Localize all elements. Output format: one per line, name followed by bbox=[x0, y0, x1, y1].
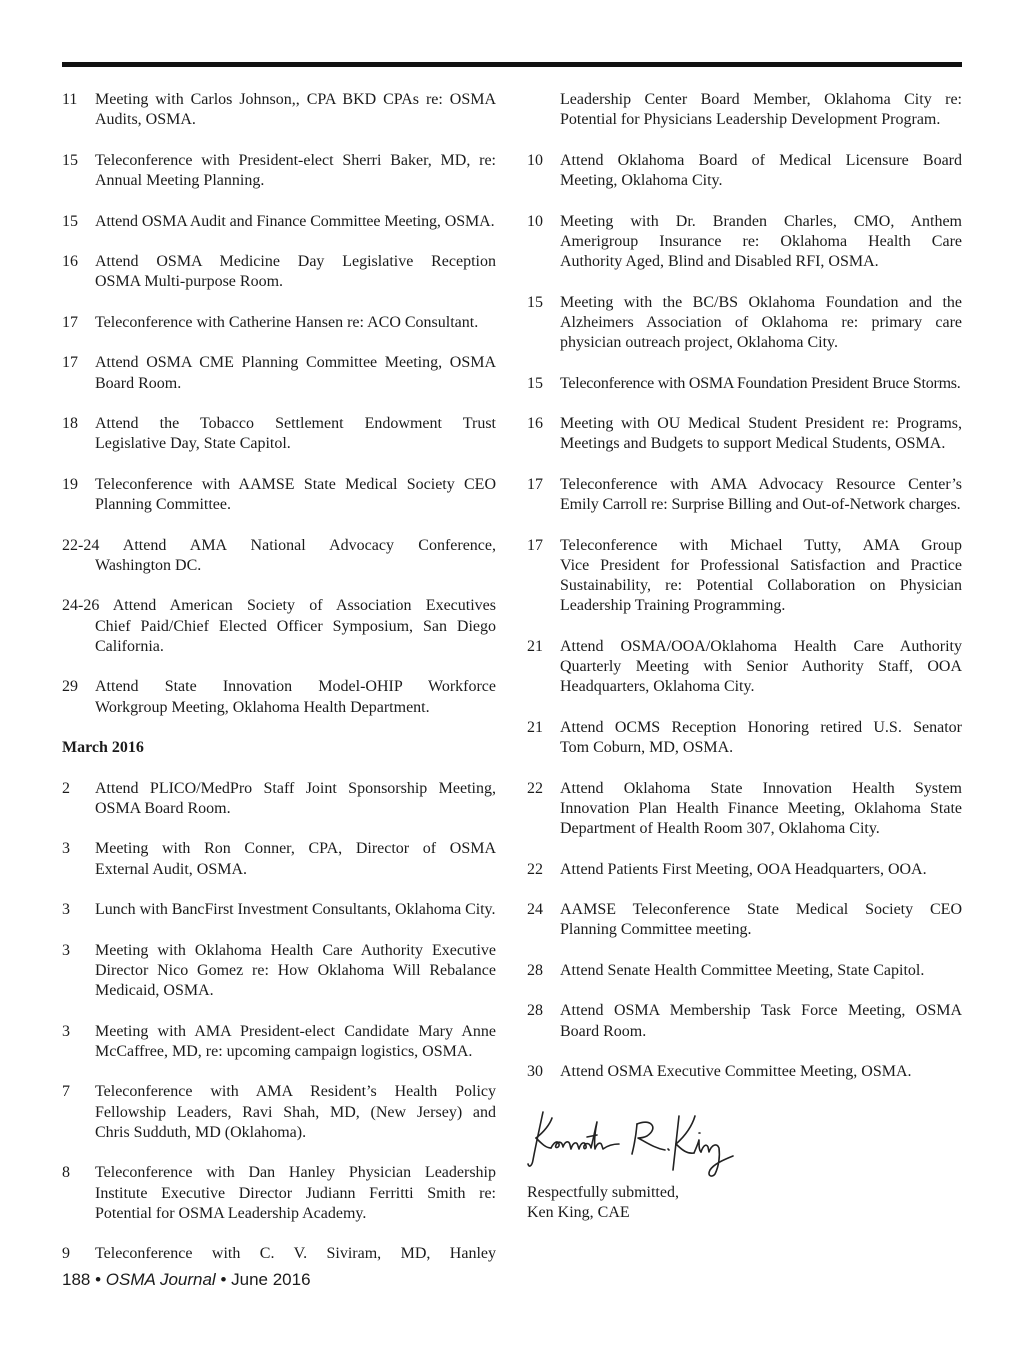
entry-text-line: Medicaid, OSMA. bbox=[95, 982, 214, 999]
log-entry bbox=[527, 212, 962, 273]
entry-text-line: McCaffree, MD, re: upcoming campaign logistics, OSMA. bbox=[95, 1042, 473, 1060]
entry-text-line: Attend Oklahoma Board of Medical Licensure Board bbox=[560, 151, 962, 169]
entry-text-line: Attend Patients First Meeting, OOA Headquarters, OOA. bbox=[560, 860, 927, 878]
entry-text-line: Teleconference with OSMA Foundation President Bruce Storms. bbox=[560, 374, 961, 392]
log-entry bbox=[62, 414, 496, 455]
entry-text-line: OSMA Board Room. bbox=[95, 799, 231, 817]
log-entry bbox=[527, 293, 962, 354]
entry-text-line: Attend the Tobacco Settlement Endowment Trust bbox=[95, 415, 496, 432]
entry-date: 18 bbox=[62, 415, 78, 432]
entry-text-line: Board Room. bbox=[560, 1022, 647, 1040]
log-entry bbox=[527, 779, 962, 840]
entry-text-line bbox=[62, 596, 496, 616]
entry-date: 10 bbox=[527, 151, 543, 169]
entry-text-line: Headquarters, Oklahoma City. bbox=[560, 678, 755, 696]
entry-text-line: AAMSE Teleconference State Medical Society CEO bbox=[560, 901, 962, 918]
entry-text-line: Quarterly Meeting with Senior Authority Staff, OOA bbox=[560, 658, 962, 675]
entry-date: 16 bbox=[62, 253, 78, 270]
log-entry bbox=[62, 313, 496, 333]
log-entry bbox=[527, 961, 962, 981]
log-entry bbox=[62, 252, 496, 293]
log-entry bbox=[527, 1062, 962, 1082]
entry-text-line: Legislative Day, State Capitol. bbox=[95, 435, 291, 453]
entry-text-line: Attend State Innovation Model-OHIP Workforce bbox=[95, 678, 496, 696]
entry-text-line: Washington DC. bbox=[95, 556, 202, 574]
log-entry bbox=[527, 860, 962, 880]
entry-text-line: Planning Committee meeting. bbox=[560, 921, 752, 939]
log-entry bbox=[62, 941, 496, 1002]
entry-date: 19 bbox=[62, 475, 78, 493]
entry-text-line: Teleconference with Dan Hanley Physician Leadership bbox=[95, 1164, 496, 1182]
log-entry bbox=[527, 374, 962, 394]
entry-date: 28 bbox=[527, 961, 543, 979]
entry-date: 2 bbox=[62, 779, 70, 797]
entry-text-line: Workgroup Meeting, Oklahoma Health Department. bbox=[95, 698, 430, 716]
entry-text-line: Teleconference with AAMSE State Medical Society CEO bbox=[95, 475, 496, 493]
entry-date: 3 bbox=[62, 840, 70, 858]
entry-text-line: Attend OSMA/OOA/Oklahoma Health Care Authority bbox=[560, 637, 962, 655]
log-entry bbox=[62, 1022, 496, 1063]
log-entry bbox=[62, 90, 496, 131]
log-entry bbox=[62, 596, 496, 657]
entry-text-line: Attend OSMA CME Planning Committee Meeting, OSMA bbox=[95, 354, 496, 372]
log-entry bbox=[62, 677, 496, 718]
log-entry bbox=[62, 1163, 496, 1224]
entry-text-line: Meeting with AMA President-elect Candidate Mary Anne bbox=[95, 1022, 496, 1040]
log-entry bbox=[527, 718, 962, 759]
entry-text-line: Lunch with BancFirst Investment Consultants, Oklahoma City. bbox=[95, 901, 496, 918]
entry-text-line: Institute Executive Director Judiann Ferritti Smith re: bbox=[95, 1184, 496, 1202]
entry-date: 11 bbox=[62, 91, 78, 108]
entry-text-line: Planning Committee. bbox=[95, 496, 231, 513]
entry-text-line: Teleconference with C. V. Siviram, MD, Hanley bbox=[95, 1245, 496, 1263]
log-entry bbox=[527, 414, 962, 455]
log-entry bbox=[527, 1001, 962, 1042]
entry-text-line: Teleconference with Michael Tutty, AMA Group bbox=[560, 536, 962, 554]
log-entry bbox=[527, 536, 962, 617]
entry-text-line: Innovation Plan Health Finance Meeting, Oklahoma State bbox=[560, 799, 962, 817]
entry-date: 8 bbox=[62, 1164, 70, 1182]
entry-date: 29 bbox=[62, 678, 78, 696]
log-entry bbox=[62, 1244, 496, 1264]
entry-text-line: Teleconference with President-elect Sherri Baker, MD, re: bbox=[95, 151, 496, 169]
entry-text-line: Teleconference with AMA Resident’s Health Policy bbox=[95, 1083, 496, 1101]
entry-text-line: Department of Health Room 307, Oklahoma City. bbox=[560, 820, 880, 837]
entry-date: 17 bbox=[62, 313, 78, 331]
entry-date: 24-26 bbox=[62, 597, 100, 615]
entry-text-line: Meeting with Dr. Branden Charles, CMO, Anthem bbox=[560, 212, 962, 230]
entry-text-line: Amerigroup Insurance re: Oklahoma Health Care bbox=[560, 232, 962, 250]
entry-text-line: Sustainability, re: Potential Collaboration on Physician bbox=[560, 577, 962, 594]
entry-text-line: Meeting with the BC/BS Oklahoma Foundation and the bbox=[560, 293, 962, 311]
entry-text-line: Meetings and Budgets to support Medical Students, OSMA. bbox=[560, 435, 946, 453]
entry-text-line: Attend OSMA Audit and Finance Committee Meeting, OSMA. bbox=[95, 212, 495, 230]
entry-date: 15 bbox=[527, 374, 543, 392]
issue-date: June 2016 bbox=[231, 1270, 311, 1289]
entry-text-line: Attend OSMA Medicine Day Legislative Reception bbox=[95, 253, 496, 270]
entry-date: 17 bbox=[527, 475, 543, 493]
entry-date: 15 bbox=[62, 151, 78, 169]
entry-text-line: Attend OCMS Reception Honoring retired U.S. Senator bbox=[560, 718, 962, 736]
entry-date: 17 bbox=[62, 354, 78, 372]
entry-text-line: Attend Oklahoma State Innovation Health System bbox=[560, 779, 962, 797]
log-entry bbox=[527, 90, 962, 131]
entry-text-line: Meeting with Ron Conner, CPA, Director of OSMA bbox=[95, 840, 496, 858]
entry-date: 3 bbox=[62, 901, 70, 918]
log-entry bbox=[527, 151, 962, 192]
entry-text-line: Meeting with OU Medical Student President re: Programs, bbox=[560, 415, 962, 432]
entry-text-line: Chris Sudduth, MD (Oklahoma). bbox=[95, 1123, 307, 1141]
entry-text-line: Leadership Training Programming. bbox=[560, 597, 786, 615]
entry-text-line: Potential for Physicians Leadership Development Program. bbox=[560, 111, 941, 129]
journal-name: OSMA Journal bbox=[105, 1270, 216, 1289]
log-entry bbox=[62, 1082, 496, 1143]
signer-name: Ken King, CAE bbox=[527, 1204, 630, 1222]
entry-text-line: Attend Senate Health Committee Meeting, State Capitol. bbox=[560, 961, 925, 979]
entry-text-line: Teleconference with Catherine Hansen re: ACO Consultant. bbox=[95, 313, 479, 331]
entry-text-line: Alzheimers Association of Oklahoma re: primary care bbox=[560, 313, 962, 331]
entry-text-line: Authority Aged, Blind and Disabled RFI, OSMA. bbox=[560, 253, 879, 270]
sign-off: Respectfully submitted, bbox=[527, 1184, 679, 1201]
entry-text-line: California. bbox=[95, 637, 164, 655]
log-entry bbox=[62, 536, 496, 577]
entry-date: 30 bbox=[527, 1063, 543, 1080]
log-entry bbox=[62, 353, 496, 394]
entry-date: 21 bbox=[527, 718, 543, 736]
entry-text-line: physician outreach project, Oklahoma City. bbox=[560, 334, 838, 351]
entry-date: 21 bbox=[527, 637, 543, 655]
entry-date: 17 bbox=[527, 536, 543, 554]
entry-date: 15 bbox=[62, 212, 78, 230]
entry-text-line: Meeting with Carlos Johnson,, CPA BKD CPAs re: OSMA bbox=[95, 91, 496, 108]
entry-text: Attend AMA National Advocacy Conference, bbox=[122, 536, 497, 554]
entry-text-line: Annual Meeting Planning. bbox=[95, 172, 265, 189]
entry-text-line: OSMA Multi-purpose Room. bbox=[95, 273, 284, 291]
entry-text-line: Tom Coburn, MD, OSMA. bbox=[560, 739, 734, 756]
entry-date: 10 bbox=[527, 212, 543, 230]
entry-text-line: Meeting with Oklahoma Health Care Authority Executive bbox=[95, 941, 496, 959]
entry-text-line: Teleconference with AMA Advocacy Resource Center’s bbox=[560, 475, 962, 493]
entry-text-line: Meeting, Oklahoma City. bbox=[560, 172, 723, 189]
entry-text-line: Attend PLICO/MedPro Staff Joint Sponsorship Meeting, bbox=[95, 779, 496, 797]
entry-date: 15 bbox=[527, 293, 543, 311]
entry-date: 9 bbox=[62, 1245, 70, 1263]
entry-text-line: Attend OSMA Executive Committee Meeting, OSMA. bbox=[560, 1063, 912, 1080]
log-entry bbox=[62, 475, 496, 516]
entry-date: 22-24 bbox=[62, 536, 100, 554]
entry-date: 16 bbox=[527, 415, 543, 432]
log-entry bbox=[62, 779, 496, 820]
entry-text-line: Leadership Center Board Member, Oklahoma City re: bbox=[560, 91, 962, 108]
entry-text-line: Director Nico Gomez re: How Oklahoma Will Rebalance bbox=[95, 961, 496, 979]
left-column bbox=[62, 90, 496, 1285]
entry-date: 3 bbox=[62, 941, 70, 959]
entry-text-line: Potential for OSMA Leadership Academy. bbox=[95, 1204, 367, 1222]
page-footer bbox=[62, 1269, 311, 1291]
entry-text-line: External Audit, OSMA. bbox=[95, 860, 247, 878]
footer-separator: • bbox=[220, 1270, 227, 1289]
footer-separator: • bbox=[95, 1270, 102, 1289]
entry-date: 24 bbox=[527, 901, 543, 918]
entry-date: 7 bbox=[62, 1083, 70, 1101]
log-entry bbox=[527, 475, 962, 516]
page-number: 188 bbox=[62, 1270, 91, 1289]
entry-date: 22 bbox=[527, 779, 543, 797]
entry-text-line: Fellowship Leaders, Ravi Shah, MD, (New Jersey) and bbox=[95, 1103, 496, 1121]
entry-text-line bbox=[62, 536, 496, 556]
log-entry bbox=[62, 212, 496, 232]
log-entry bbox=[62, 900, 496, 920]
closing-block bbox=[527, 1183, 679, 1224]
section-heading-month: March 2016 bbox=[62, 739, 144, 756]
log-entry bbox=[527, 637, 962, 698]
entry-date: 28 bbox=[527, 1002, 543, 1020]
entry-text-line: Chief Paid/Chief Elected Officer Symposium, San Diego bbox=[95, 617, 496, 635]
log-entry bbox=[62, 839, 496, 880]
entry-date: 3 bbox=[62, 1022, 70, 1040]
signature-graphic bbox=[527, 1108, 737, 1180]
entry-text-line: Audits, OSMA. bbox=[95, 111, 196, 129]
entry-text-line: Vice President for Professional Satisfaction and Practice bbox=[560, 556, 962, 574]
log-entry bbox=[527, 900, 962, 941]
header-rule bbox=[62, 62, 962, 67]
entry-date: 22 bbox=[527, 860, 543, 878]
right-column bbox=[527, 90, 962, 1103]
entry-text-line: Attend OSMA Membership Task Force Meeting, OSMA bbox=[560, 1002, 962, 1020]
entry-text-line: Emily Carroll re: Surprise Billing and Out-of-Network charges. bbox=[560, 496, 961, 513]
entry-text: Attend American Society of Association Executives bbox=[112, 597, 496, 615]
log-entry bbox=[62, 151, 496, 192]
entry-text-line: Board Room. bbox=[95, 374, 182, 392]
